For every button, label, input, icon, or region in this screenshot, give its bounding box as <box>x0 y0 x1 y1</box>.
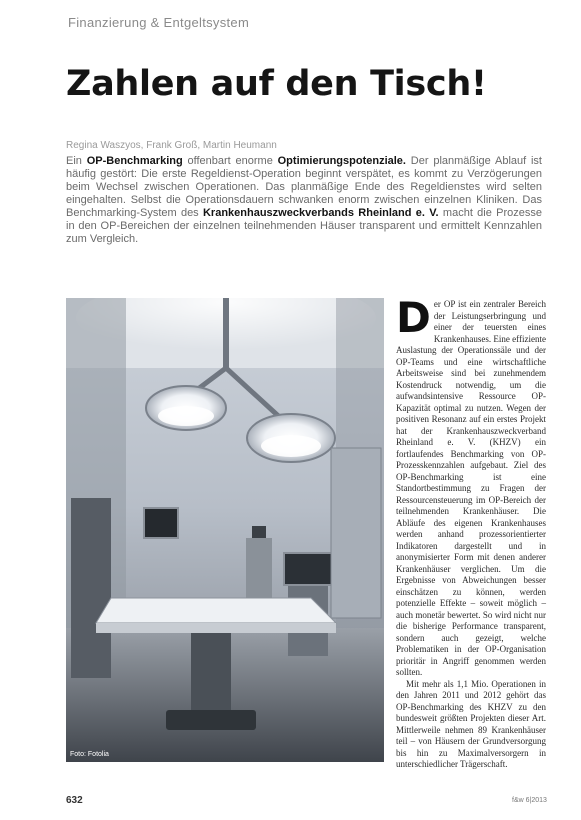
lead-keyword: OP-Benchmarking <box>86 155 183 167</box>
operating-room-photo <box>66 298 384 762</box>
body-text: er OP ist ein zentraler Bereich der Leistungserbringung und einer der teuersten eines Krankenhauses. Eine effiziente Auslastung der Operationssäle und der OP-Teams und eine wirtschaftliche Arbeitsweise sind bei zunehmendem Kostendruck notwendig, um die aufwandsintensive Ressource OP-Kapazität optimal zu nutzen. Wegen der positiven Resonanz auf ein erstes Projekt hat der Krankenhauszweckverband Rheinland e. V. (KHZV) ein fortlaufendes Benchmarking von OP-Prozesskennzahlen aufgebaut. Ziel des OP-Benchmarking ist eine Standortbestimmung zu Fragen der Ressourcensteuerung im OP-Bereich der teilnehmenden Krankenhäuser. Die Abläufe des eigenen Krankenhauses werden anhand prozessorientierter Indikatoren dargestellt und in anonymisierter Form mit denen anderer Krankenhäuser verglichen. Um die Ergebnisse von Abweichungen besser einschätzen zu können, werden potenzielle Effekte – soweit möglich – auch monetär bewertet. So wird nicht nur die bisherige Performance transparent, sondern auch gezeigt, welche Problematiken in der OP-Organisation prioritär in Angriff genommen werden sollten. <box>396 299 546 677</box>
article-authors: Regina Waszyos, Frank Groß, Martin Heumann <box>66 140 277 151</box>
lead-keyword: Krankenhauszweckverbands Rheinland e. V. <box>202 207 439 219</box>
article-headline: Zahlen auf den Tisch! <box>66 64 487 104</box>
issue-label: f&w 6|2013 <box>512 797 547 804</box>
lead-text: Der planmäßige Ablauf ist häufig gestört: Die erste Regeldienst-Operation beginnt verspätet, es kommt zu Verzögerungen beim Wechsel zwischen Operationen. Das planmäßige Ende des Regeldienstes wird selten eingehalten. Selbst die Operationsdauern schwanken enorm zwischen einzelnen Kliniken. Das Benchmarking-System des <box>66 155 542 219</box>
lead-text: offenbart enorme <box>182 155 278 167</box>
body-paragraph <box>396 293 546 679</box>
lead-text: Ein <box>66 155 87 167</box>
body-paragraph: Mit mehr als 1,1 Mio. Operationen in den Jahren 2011 und 2012 gehört das OP-Benchmarking des KHZV zu den bundesweit größten Projekten dieser Art. Mittlerweile nehmen 89 Krankenhäuser teil – von Häusern der Grundversorgung bis hin zu Maximalversorgern in unterschiedlicher Trägerschaft. <box>396 678 546 769</box>
photo-credit: Foto: Fotolia <box>70 751 109 758</box>
drop-cap: D <box>396 293 431 342</box>
lead-keyword: Optimierungspotenziale. <box>277 155 406 167</box>
page-number: 632 <box>66 795 83 806</box>
lead-text: macht die Prozesse in den OP-Bereichen der einzelnen teilnehmenden Häuser transparent und ermittelt Kennzahlen zum Vergleich. <box>66 207 543 245</box>
operating-room-illustration <box>66 298 384 762</box>
section-rubric: Finanzierung & Entgeltsystem <box>68 15 250 30</box>
body-column <box>396 293 546 771</box>
article-lead <box>66 155 542 246</box>
